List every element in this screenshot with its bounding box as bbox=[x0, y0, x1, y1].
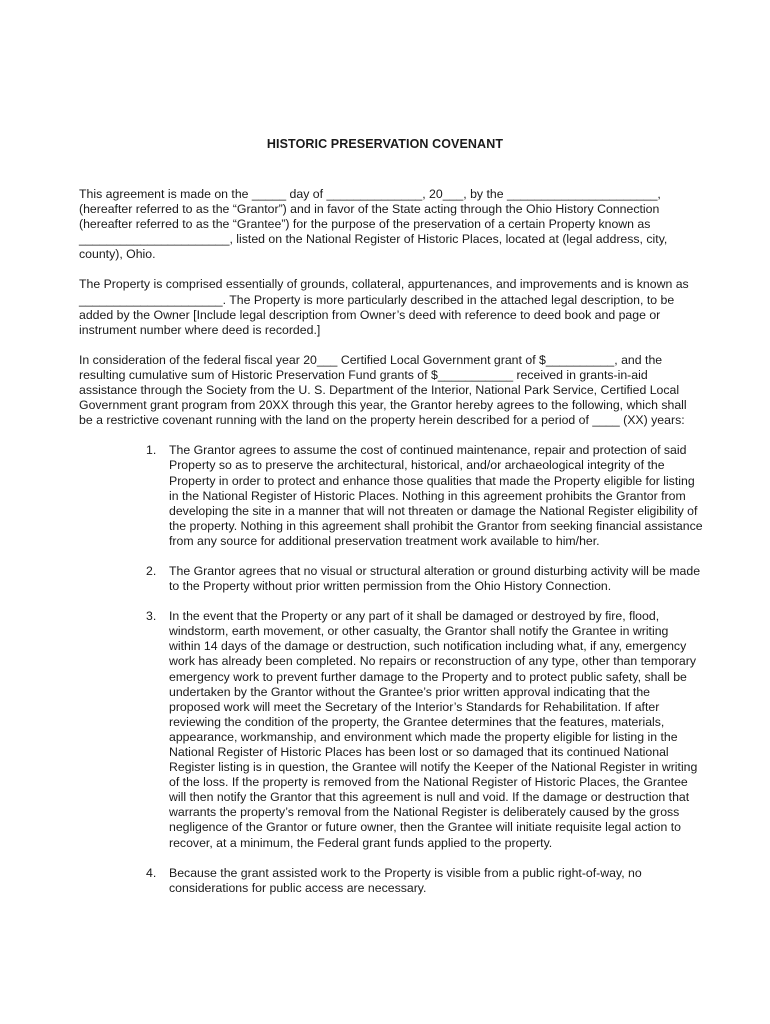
paragraph-consideration: In consideration of the federal fiscal year 20___ Certified Local Government grant of $__________, and the resulting cumulative sum of Historic Preservation Fund grants of $___________ received in grants-in-aid assistance through the Society from the U. S. Department of the Interior, National Park Service, Certified Local Government grant program from 20XX through this year, the Grantor hereby agrees to the following, which shall be a restrictive covenant running with the land on the property herein described for a period of ____ (XX) years: bbox=[79, 352, 687, 428]
list-item bbox=[79, 866, 703, 896]
list-item-text: The Grantor agrees that no visual or structural alteration or ground disturbing activity will be made to the Property without prior written permission from the Ohio History Connection. bbox=[169, 563, 701, 594]
list-item-text: The Grantor agrees to assume the cost of continued maintenance, repair and protection of said Property so as to preserve the architectural, historical, and/or archaeological integrity of the Property in order to protect and enhance those qualities that made the Property eligible for listing in the National Register of Historic Places. Nothing in this agreement prohibits the Grantor from developing the site in a manner that will not threaten or damage the National Register eligibility of the property. Nothing in this agreement shall prohibit the Grantor from seeking financial assistance from any source for additional preservation treatment work available to him/her. bbox=[169, 443, 703, 548]
list-item-number: 4. bbox=[146, 865, 157, 880]
document-title: HISTORIC PRESERVATION COVENANT bbox=[266, 137, 504, 151]
covenant-list bbox=[79, 443, 703, 896]
list-item bbox=[79, 443, 703, 549]
list-item bbox=[79, 609, 703, 851]
list-item bbox=[79, 564, 703, 594]
list-item-number: 1. bbox=[146, 443, 157, 458]
list-item-text: In the event that the Property or any part of it shall be damaged or destroyed by fire, flood, windstorm, earth movement, or other casualty, the Grantor shall notify the Grantee in writing within 14 days of the damage or destruction, such notification including what, if any, emergency work has already been completed. No repairs or reconstruction of any type, other than temporary emergency work to prevent further damage to the Property and to protect public safety, shall be undertaken by the Grantor without the Grantee’s prior written approval indicating that the proposed work will meet the Secretary of the Interior’s Standards for Rehabilitation. If after reviewing the condition of the property, the Grantee determines that the features, materials, appearance, workmanship, and environment which made the property eligible for listing in the National Register of Historic Places has been lost or so damaged that its continued National Register listing is in question, the Grantee will notify the Keeper of the National Register in writing of the loss. If the property is removed from the National Register of Historic Places, the Grantee will then notify the Grantor that this agreement is null and void. If the damage or destruction that warrants the property’s removal from the National Register is deliberately caused by the gross negligence of the Grantor or future owner, then the Grantee will initiate requisite legal action to recover, at a minimum, the Federal grant funds applied to the property. bbox=[169, 609, 698, 850]
list-item-number: 2. bbox=[146, 563, 157, 578]
paragraph-property: The Property is comprised essentially of grounds, collateral, appurtenances, and improvements and is known as _____________________. The Property is more particularly described in the attached legal description, to be added by the Owner [Include legal description from Owner’s deed with reference to deed book and page or instrument number where deed is recorded.] bbox=[79, 277, 689, 337]
paragraph-agreement: This agreement is made on the _____ day of ______________, 20___, by the ______________________, (hereafter referred to as the “Grantor”) and in favor of the State acting through the Ohio History Connection (hereafter referred to as the “Grantee”) for the purpose of the preservation of a certain Property known as ______________________, listed on the National Register of Historic Places, located at (legal address, city, county), Ohio. bbox=[79, 187, 668, 262]
list-item-number: 3. bbox=[146, 609, 157, 624]
list-item-text: Because the grant assisted work to the Property is visible from a public right-of-way, no considerations for public access are necessary. bbox=[169, 865, 642, 895]
document-body bbox=[79, 187, 703, 911]
